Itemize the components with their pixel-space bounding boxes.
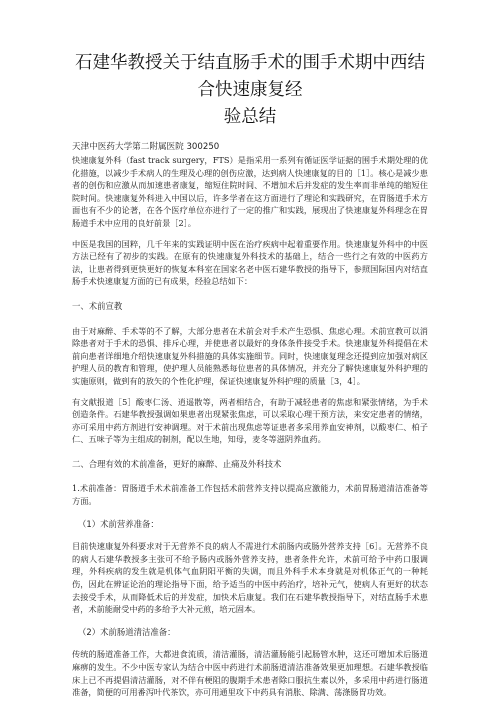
subsection-1-paragraph: 目前快速康复外科要求对于无营养不良的病人不需进行术前肠内或肠外营养支持［6］。无营养不良的病人石建华教授多主张可不给予肠内或肠外营养支持，患者条件允许，术前可给予中药口服调理，外科疾病的发生就是机体气血阴阳平衡的失调，而且外科手术本身就是对机体正气的一种耗伤，因此在辨证论治的理论指导下面，给予适当的中医中药治疗，培补元气，使病人有更好的状态去接受手术，从而降低术后的并发症，加快术后康复。我们在石建华教授指导下，对结直肠手术患者，术前能耐受中药的多给予大补元煎，培元固本。 (72, 541, 428, 615)
intro-paragraph: 中医是我国的国粹，几千年来的实践证明中医在治疗疾病中起着重要作用。快速康复外科中的中医方法已经有了初步的实践。在原有的快速康复外科技术的基础上，结合一些行之有效的中医药方法，让患者得到更快更好的恢复本科室在国家名老中医石建华教授的指导下，参照国际国内对结直肠手术快速康复方面的已有成果，经验总结如下： (72, 238, 428, 287)
section-1-heading: 一、术前宣教 (72, 300, 123, 311)
section-1-paragraph-1: 由于对麻醉、手术等的不了解，大部分患者在术前会对手术产生恐惧、焦虑心理。术前宣教可以消除患者对于手术的恐惧、排斥心理，并使患者以最好的身体条件接受手术。快速康复外科提倡在术前向患者详细地介绍快速康复外科措施的具体实施细节。同时，快速康复理念还提到应加强对病区护理人员的教育和管理，使护理人员能熟悉每位患者的具体情况，并充分了解快速康复外科护理的实施原则，做到有的放矢的个性化护理，保证快速康复外科护理的质量［3，4］。 (72, 325, 428, 386)
section-1-paragraph-2: 有文献报道［5］酸枣仁汤、逍遥散等，两者相结合，有助于减轻患者的焦虑和紧张情绪，为手术创造条件。石建华教授强调如果患者出现紧张焦虑，可以采取心理干预方法，来安定患者的情绪，亦可采用中药方剂进行安神调理。对于术前出现焦虑等证患者多采用养血安神剂，以酸枣仁、柏子仁、五味子等为主组成的制剂，配以生地，知母，麦冬等滋阴养血药。 (72, 396, 428, 445)
subsection-2-heading: （2）术前肠道清洁准备： (78, 626, 176, 637)
document-title (72, 50, 428, 131)
section-2-heading: 二、合理有效的术前准备，更好的麻醉、止痛及外科技术 (72, 458, 282, 469)
affiliation: 天津中医药大学第二附属医院 300250 (72, 142, 220, 152)
title-line-2: 验总结 (223, 107, 277, 127)
section-2-paragraph-1: 1.术前准备：胃肠道手术术前准备工作包括术前营养支持以提高应激能力，术前胃肠道清洁准备等方面。 (72, 483, 428, 507)
subsection-2-paragraph: 传统的肠道准备工作，大都进食流质，清洁灌肠，清洁灌肠能引起肠管水肿，这还可增加术后肠道麻痹的发生。不少中医专家认为结合中医中药进行术前肠道清洁准备效果更加理想。石建华教授临床上已不再提倡清洁灌肠，对不伴有梗阻的腹期手术患者除口服抗生素以外，多采用中药进行肠道准备，简便的可用番泻叶代茶饮，亦可用通里攻下中药具有消胀、除满、荡涤肠胃功效。 (72, 649, 428, 698)
title-line-1: 石建华教授关于结直肠手术的围手术期中西结合快速康复经 (75, 53, 425, 100)
abstract-paragraph: 快速康复外科（fast track surgery，FTS）是指采用一系列有循证医学证据的围手术期处理的优化措施，以减少手术病人的生理及心理的创伤应激，达到病人快速康复的目的［1］。核心是减少患者的创伤和应激从而加速患者康复，缩短住院时间、不增加术后并发症的发生率而非单纯的缩短住院时间。快速康复外科进入中国以后，许多学者在这方面进行了理论和实践研究，在胃肠道手术方面也有不少的论著，在各个医疗单位亦进行了一定的推广和实践，展现出了快速康复外科理念在胃肠道手术中应用的良好前景［2］。 (72, 155, 428, 228)
subsection-1-heading: （1）术前营养准备： (78, 518, 159, 529)
